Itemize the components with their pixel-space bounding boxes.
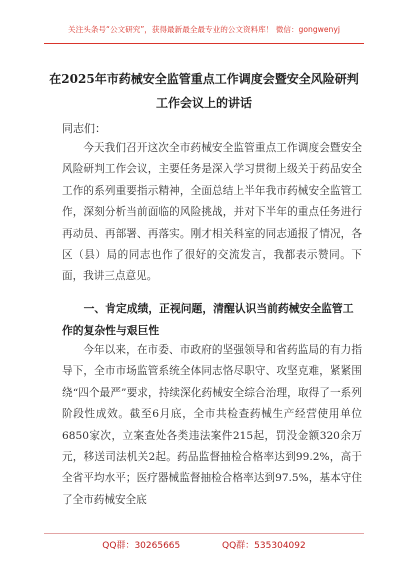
footer bbox=[0, 538, 408, 551]
document-title-line2: 工作会议上的讲话 bbox=[155, 96, 252, 110]
footer-qq-group-1: QQ群：30265665 bbox=[102, 541, 181, 551]
section-heading-1: 一、肯定成绩，正视问题，清醒认识当前药械安全监管工作的复杂性与艰巨性 bbox=[62, 302, 354, 337]
salutation: 同志们： bbox=[62, 122, 106, 135]
body-paragraph-1: 今天我们召开这次全市药械安全监管重点工作调度会暨安全风险研判工作会议，主要任务是深入学习贯彻上级关于药品安全工作的系列重要指示精神，全面总结上半年我市药械安全监管工作，深刻分析当前面临的风险挑战，并对下半年的重点任务进行再动员、再部署、再落实。刚才相关科室的同志通报了情况，各区（县）局的同志也作了很好的交流发言，我都表示赞同。下面，我讲三点意见。 bbox=[62, 142, 362, 283]
footer-divider bbox=[44, 533, 364, 534]
header-banner: 关注头条号“公文研究”，获得最新最全最专业的公文资料库！ 微信：gongwenyj bbox=[68, 25, 340, 34]
header-divider bbox=[44, 43, 364, 44]
document-title-line1: 在2025年市药械安全监管重点工作调度会暨安全风险研判 bbox=[49, 72, 359, 86]
footer-qq-group-2: QQ群：535304092 bbox=[222, 541, 306, 551]
body-paragraph-2: 今年以来，在市委、市政府的坚强领导和省药监局的有力指导下，全市市场监管系统全体同志恪尽职守、攻坚克难，紧紧围绕“四个最严”要求，持续深化药械安全综合治理，取得了一系列阶段性成效。截至6月底，全市共检查药械生产经营使用单位6850家次，立案查处各类违法案件215起，罚没金额320余万元，移送司法机关2起。药品监督抽检合格率达到99.2%，高于全省平均水平；医疗器械监督抽检合格率达到97.5%，基本守住了全市药械安全底 bbox=[62, 344, 362, 506]
